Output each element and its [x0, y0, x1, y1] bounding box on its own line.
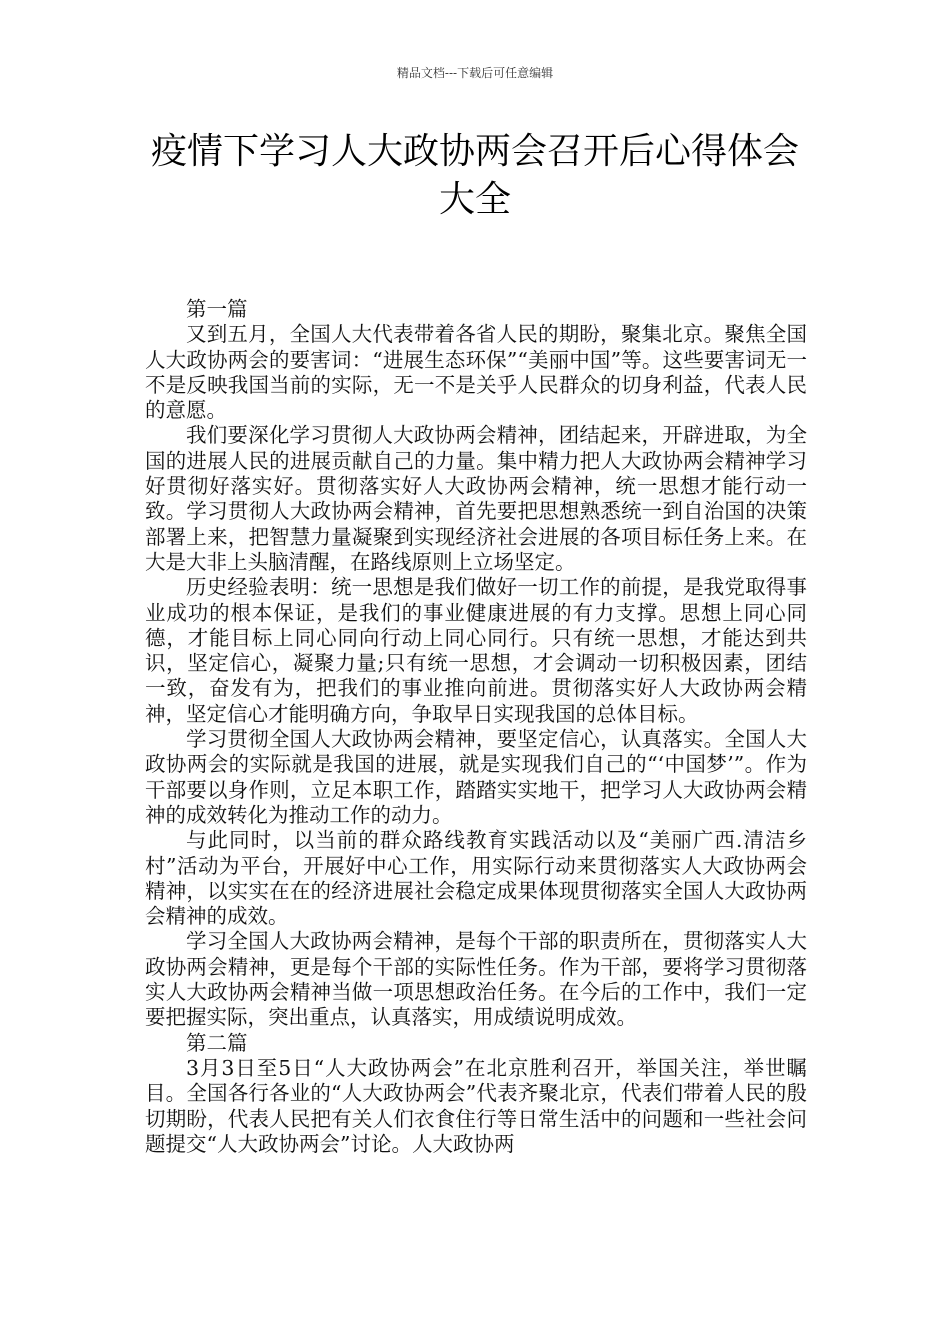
- section-heading-2: 第二篇: [186, 1030, 248, 1055]
- document-body: [145, 297, 807, 1157]
- paragraph: 我们要深化学习贯彻人大政协两会精神，团结起来，开辟进取，为全国的进展人民的进展贡献自己的力量。集中精力把人大政协两会精神学习好贯彻好落实好。贯彻落实好人大政协两会精神，统一思想才能行动一致。学习贯彻人大政协两会精神，首先要把思想熟悉统一到自治国的决策部署上来，把智慧力量凝聚到实现经济社会进展的各项目标任务上来。在大是大非上头脑清醒，在路线原则上立场坚定。: [145, 423, 807, 574]
- paragraph: 与此同时，以当前的群众路线教育实践活动以及“美丽广西.清洁乡村”活动为平台，开展好中心工作，用实际行动来贯彻落实人大政协两会精神，以实实在在的经济进展社会稳定成果体现贯彻落实全国人大政协两会精神的成效。: [145, 828, 807, 929]
- section-heading-1: 第一篇: [186, 297, 248, 321]
- paragraph: 学习全国人大政协两会精神，是每个干部的职责所在，贯彻落实人大政协两会精神，更是每个干部的实际性任务。作为干部，要将学习贯彻落实人大政协两会精神当做一项思想政治任务。在今后的工作中，我们一定要把握实际，突出重点，认真落实，用成绩说明成效。: [145, 929, 807, 1030]
- paragraph: 历史经验表明：统一思想是我们做好一切工作的前提，是我党取得事业成功的根本保证，是我们的事业健康进展的有力支撑。思想上同心同德，才能目标上同心同向行动上同心同行。只有统一思想，才能达到共识，坚定信心，凝聚力量;只有统一思想，才会调动一切积极因素，团结一致，奋发有为，把我们的事业推向前进。贯彻落实好人大政协两会精神，坚定信心才能明确方向，争取早日实现我国的总体目标。: [145, 575, 807, 726]
- paragraph: 学习贯彻全国人大政协两会精神，要坚定信心，认真落实。全国人大政协两会的实际就是我国的进展，就是实现我们自己的“‘中国梦’”。作为干部要以身作则，立足本职工作，踏踏实实地干，把学习人大政协两会精神的成效转化为推动工作的动力。: [145, 727, 807, 827]
- document-title: 疫情下学习人大政协两会召开后心得体会大全: [150, 131, 799, 220]
- paragraph: 又到五月，全国人大代表带着各省人民的期盼，聚集北京。聚焦全国人大政协两会的要害词：“进展生态环保”“美丽中国”等。这些要害词无一不是反映我国当前的实际，无一不是关乎人民群众的切身利益，代表人民的意愿。: [145, 322, 807, 423]
- paragraph: 3月3日至5日“人大政协两会”在北京胜利召开，举国关注，举世瞩目。全国各行各业的“人大政协两会”代表齐聚北京，代表们带着人民的殷切期盼，代表人民把有关人们衣食住行等日常生活中的问题和一些社会问题提交“人大政协两会”讨论。人大政协两: [145, 1055, 807, 1156]
- header-note: 精品文档---下载后可任意编辑: [396, 66, 554, 80]
